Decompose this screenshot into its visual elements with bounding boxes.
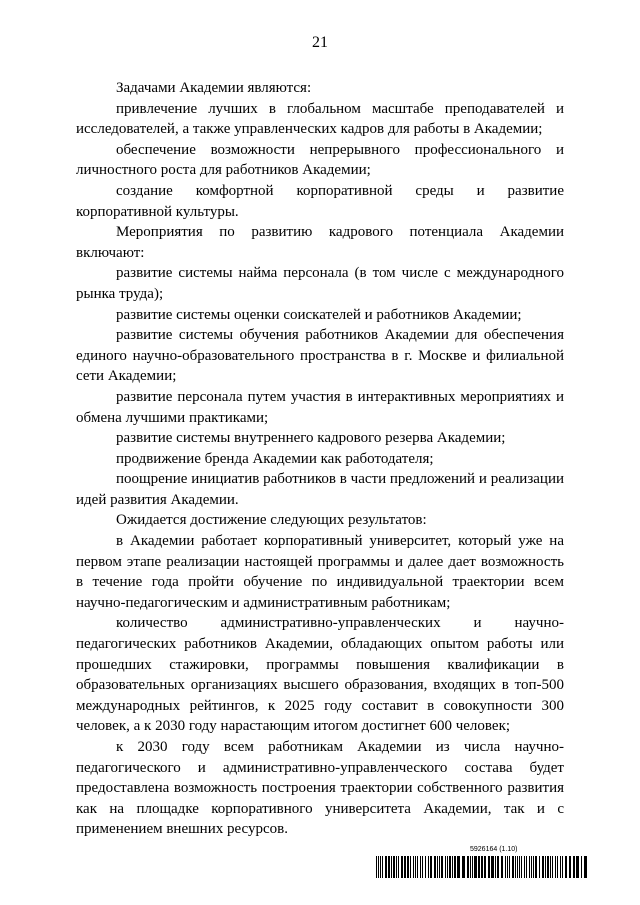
paragraph-measure-assessment: развитие системы оценки соискателей и работников Академии; (116, 306, 522, 323)
paragraph-measure-brand: продвижение бренда Академии как работодателя; (116, 450, 434, 467)
paragraph-measures-intro: Мероприятия по развитию кадрового потенциала Академии включают: (76, 224, 564, 261)
document-barcode (376, 846, 588, 880)
paragraph-intro: Задачами Академии являются: (116, 80, 312, 96)
paragraph-measure-interactive: развитие персонала путем участия в интерактивных мероприятиях и обмена лучшими практиками; (76, 388, 564, 426)
paragraph-measure-reserve: развитие системы внутреннего кадрового резерва Академии; (116, 430, 506, 447)
page-number: 21 (312, 34, 328, 51)
document-body (76, 78, 564, 840)
paragraph-measure-hiring: развитие системы найма персонала (в том числе с международного рынка труда); (76, 265, 564, 302)
paragraph-result-university: в Академии работает корпоративный университет, который уже на первом этапе реализации настоящей программы и далее дает возможность в течение года пройти обучение по индивидуальной траектории всем научно-педагогическим и административным работникам; (76, 533, 564, 611)
barcode-caption: 5926164 (1.10) (470, 846, 518, 853)
barcode-icon (376, 856, 588, 878)
paragraph-measure-training: развитие системы обучения работников Академии для обеспечения единого научно-образовательного пространства в г. Москве и филиальной сети Академии; (76, 327, 564, 385)
paragraph-result-staff-count: количество административно-управленческих и научно-педагогических работников Академии, обладающих опытом работы или прошедших стажировки, программы повышения квалификации в образовательных организациях высшего образования, входящих в топ-500 международных рейтингов, к 2025 году составит в совокупности 300 человек, а к 2030 году нарастающим итогом достигнет 600 человек; (76, 615, 564, 735)
paragraph-task-culture: создание комфортной корпоративной среды и развитие корпоративной культуры. (76, 182, 564, 220)
paragraph-measure-initiatives: поощрение инициатив работников в части предложений и реализации идей развития Академии. (76, 471, 564, 508)
paragraph-result-2030: к 2030 году всем работникам Академии из числа научно-педагогического и административно-управленческого состава будет предоставлена возможность построения траектории собственного развития как на площадке корпоративного университета Академии, так и с применением внешних ресурсов. (76, 739, 564, 838)
paragraph-task-attract: привлечение лучших в глобальном масштабе преподавателей и исследователей, а также управленческих кадров для работы в Академии; (76, 100, 564, 138)
paragraph-results-intro: Ожидается достижение следующих результатов: (116, 512, 427, 529)
paragraph-task-growth: обеспечение возможности непрерывного профессионального и личностного роста для работников Академии; (76, 141, 564, 179)
